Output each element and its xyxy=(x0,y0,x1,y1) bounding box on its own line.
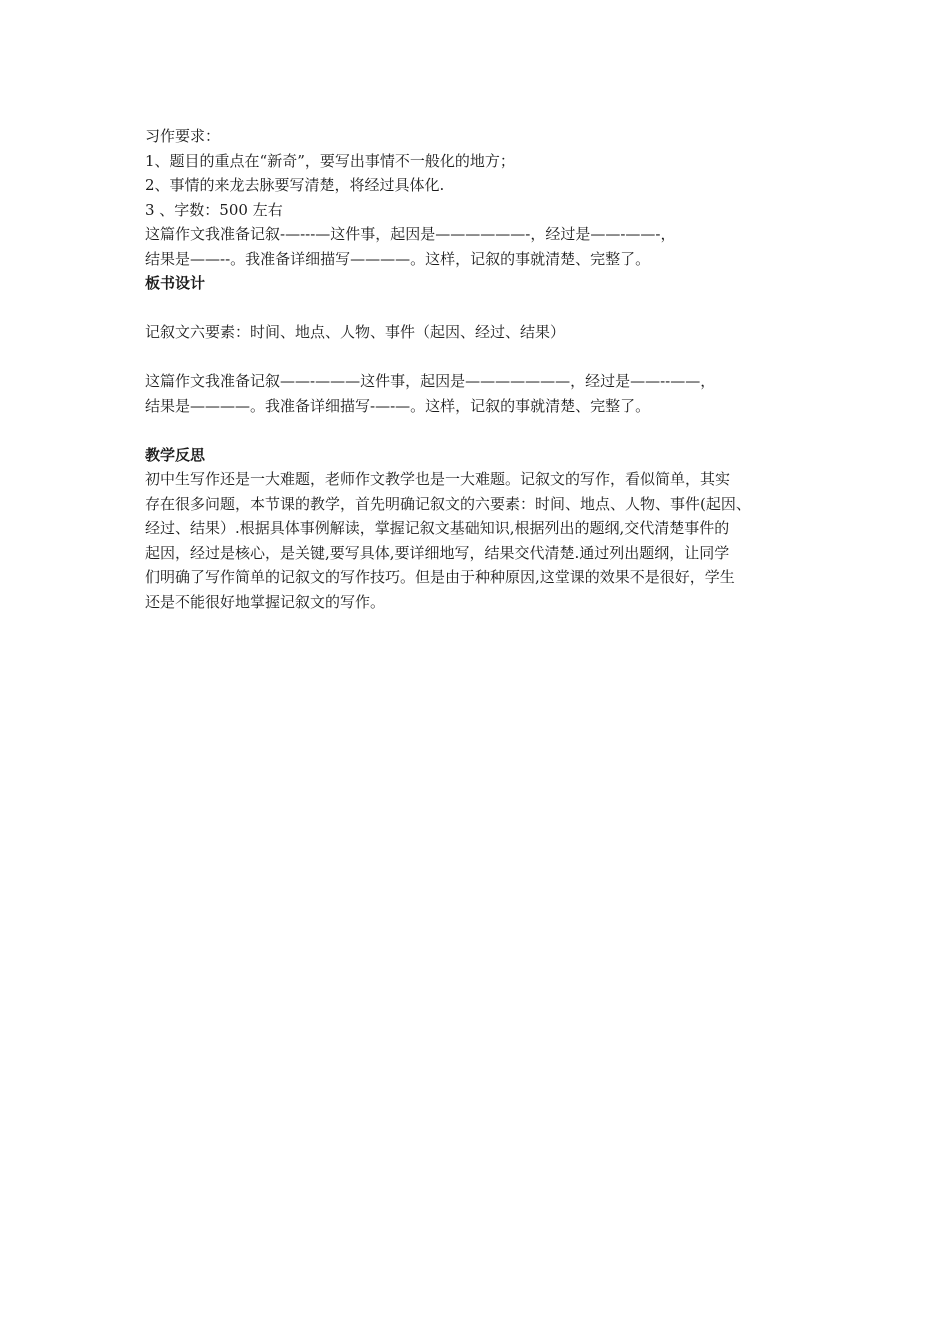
requirement-item: 3 、字数：500 左右 xyxy=(145,200,283,219)
outline-line: 这篇作文我准备记叙-—---—这件事，起因是——————-，经过是——-——-， xyxy=(145,225,676,243)
reflection-line: 经过、结果）.根据具体事例解读，掌握记叙文基础知识,根据列出的题纲,交代清楚事件的 xyxy=(145,519,730,537)
requirements-title: 习作要求： xyxy=(145,127,221,145)
six-elements-line: 记叙文六要素：时间、地点、人物、事件（起因、经过、结果） xyxy=(145,323,566,341)
requirement-item: 1、题目的重点在“新奇”，要写出事情不一般化的地方； xyxy=(145,151,515,170)
reflection-line: 还是不能很好地掌握记叙文的写作。 xyxy=(145,592,386,611)
reflection-heading: 教学反思 xyxy=(145,445,206,464)
document-body xyxy=(145,124,825,614)
reflection-line: 起因，经过是核心，是关键,要写具体,要详细地写，结果交代清楚.通过列出题纲，让同学 xyxy=(145,543,730,562)
reflection-line: 存在很多问题，本节课的教学，首先明确记叙文的六要素：时间、地点、人物、事件(起因、 xyxy=(145,494,751,513)
spacer xyxy=(145,418,825,443)
spacer xyxy=(145,296,825,321)
board-outline-line: 这篇作文我准备记叙——-———这件事，起因是———————，经过是——--——， xyxy=(145,372,716,390)
requirement-item: 2、事情的来龙去脉要写清楚，将经过具体化. xyxy=(145,176,445,194)
reflection-line: 们明确了写作简单的记叙文的写作技巧。但是由于种种原因,这堂课的效果不是很好，学生 xyxy=(145,568,735,586)
reflection-line: 初中生写作还是一大难题，老师作文教学也是一大难题。记叙文的写作，看似简单，其实 xyxy=(145,470,731,488)
outline-line: 结果是——--。我准备详细描写————。这样，记叙的事就清楚、完整了。 xyxy=(145,249,651,268)
spacer xyxy=(145,345,825,370)
board-outline-line: 结果是————。我准备详细描写-—-—。这样，记叙的事就清楚、完整了。 xyxy=(145,396,651,415)
board-design-heading: 板书设计 xyxy=(145,274,206,292)
